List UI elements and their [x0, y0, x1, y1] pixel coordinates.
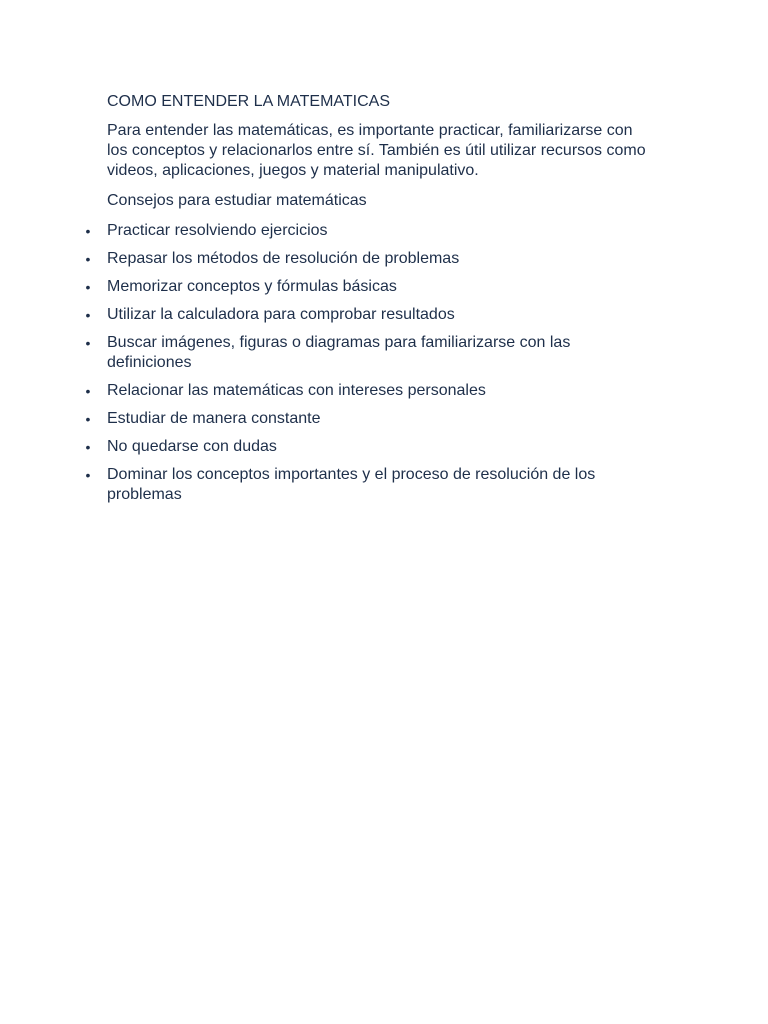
tip-text: Utilizar la calculadora para comprobar resultados — [107, 306, 455, 323]
bullet-icon: • — [85, 411, 91, 427]
tip-item — [85, 437, 647, 457]
tip-item — [85, 277, 647, 297]
bullet-icon: • — [85, 439, 91, 455]
bullet-icon: • — [85, 467, 91, 483]
bullet-icon: • — [85, 251, 91, 267]
bullet-icon: • — [85, 223, 91, 239]
tip-text: Dominar los conceptos importantes y el proceso de resolución de los problemas — [107, 466, 596, 503]
tip-item — [85, 249, 647, 269]
tips-list — [85, 221, 647, 505]
tip-text: Practicar resolviendo ejercicios — [107, 222, 328, 239]
tips-heading: Consejos para estudiar matemáticas — [107, 192, 367, 209]
document-body — [85, 92, 647, 513]
bullet-icon: • — [85, 335, 91, 351]
tip-text: No quedarse con dudas — [107, 438, 277, 455]
tip-text: Relacionar las matemáticas con intereses personales — [107, 382, 486, 399]
tip-item — [85, 381, 647, 401]
tip-item — [85, 333, 647, 373]
tip-text: Repasar los métodos de resolución de problemas — [107, 250, 460, 267]
bullet-icon: • — [85, 279, 91, 295]
tip-text: Buscar imágenes, figuras o diagramas para familiarizarse con las definiciones — [107, 334, 571, 371]
intro-paragraph: Para entender las matemáticas, es importante practicar, familiarizarse con los conceptos y relacionarlos entre sí. También es útil utilizar recursos como videos, aplicaciones, juegos y material manipulativo. — [107, 122, 646, 179]
tip-item — [85, 409, 647, 429]
bullet-icon: • — [85, 383, 91, 399]
tip-item — [85, 221, 647, 241]
tip-item — [85, 465, 647, 505]
document-title: COMO ENTENDER LA MATEMATICAS — [107, 93, 390, 110]
tip-item — [85, 305, 647, 325]
bullet-icon: • — [85, 307, 91, 323]
tip-text: Estudiar de manera constante — [107, 410, 321, 427]
tip-text: Memorizar conceptos y fórmulas básicas — [107, 278, 397, 295]
